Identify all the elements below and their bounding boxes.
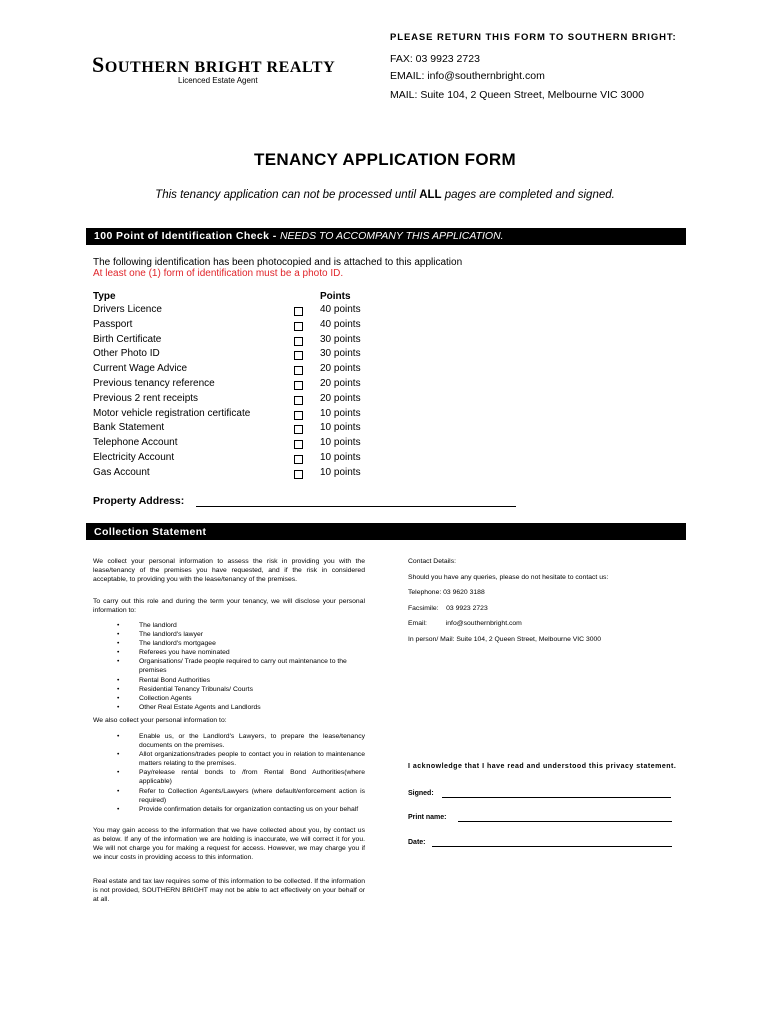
id-points-value: 10 points: [320, 467, 361, 478]
id-type-label: Telephone Account: [93, 437, 178, 448]
identification-section-bar: [86, 228, 686, 245]
id-type-label: Other Photo ID: [93, 348, 160, 359]
id-points-value: 10 points: [320, 408, 361, 419]
id-checkbox[interactable]: [294, 366, 303, 375]
contact-email: Email: info@southernbright.com: [408, 620, 522, 627]
id-type-label: Drivers Licence: [93, 304, 162, 315]
id-type-label: Previous 2 rent receipts: [93, 393, 199, 404]
id-checkbox[interactable]: [294, 455, 303, 464]
list-item: • Pay/release rental bonds to /from Rental Bond Authorities(where applicable): [93, 768, 365, 786]
points-column-header: Points: [320, 291, 351, 302]
id-points-value: 10 points: [320, 437, 361, 448]
contact-in-person: In person/ Mail: Suite 104, 2 Queen Street, Melbourne VIC 3000: [408, 636, 602, 643]
list-item: • Organisations/ Trade people required to carry out maintenance to the premises: [93, 657, 365, 675]
id-checkbox[interactable]: [294, 470, 303, 479]
property-address-field[interactable]: [196, 506, 516, 507]
purpose-intro: We also collect your personal information to:: [93, 717, 227, 724]
id-checkbox[interactable]: [294, 411, 303, 420]
company-name-rest: OUTHERN BRIGHT REALTY: [104, 59, 336, 76]
signed-label: Signed:: [408, 790, 434, 797]
list-item: • Refer to Collection Agents/Lawyers (where default/enforcement action is required): [93, 787, 365, 805]
company-name: [92, 52, 335, 78]
list-item: • Other Real Estate Agents and Landlords: [93, 703, 365, 712]
list-item: • Residential Tenancy Tribunals/ Courts: [93, 685, 365, 694]
collection-bar-title: Collection Statement: [94, 526, 207, 538]
id-type-label: Current Wage Advice: [93, 363, 188, 374]
id-checkbox[interactable]: [294, 351, 303, 360]
id-points-value: 40 points: [320, 319, 361, 330]
list-item: • Collection Agents: [93, 694, 365, 703]
id-checkbox[interactable]: [294, 396, 303, 405]
list-item: • Enable us, or the Landlord's Lawyers, to prepare the lease/tenancy documents on the premises.: [93, 732, 365, 750]
company-initial: S: [92, 52, 105, 77]
list-item: • Allot organizations/trades people to contact you in relation to maintenance matters relating to the premises.: [93, 750, 365, 768]
id-checkbox[interactable]: [294, 337, 303, 346]
fax-line: FAX: 03 9923 2723: [390, 53, 480, 65]
id-points-value: 10 points: [320, 452, 361, 463]
subtitle-part: This tenancy application can not be processed until: [155, 189, 420, 201]
id-points-value: 40 points: [320, 304, 361, 315]
email-line: EMAIL: info@southernbright.com: [390, 70, 545, 82]
property-address-label: Property Address:: [93, 495, 185, 507]
list-item: • Provide confirmation details for organization contacting us on your behalf: [93, 805, 365, 814]
contact-queries: Should you have any queries, please do not hesitate to contact us:: [408, 574, 609, 581]
id-type-label: Passport: [93, 319, 133, 330]
id-checkbox[interactable]: [294, 381, 303, 390]
subtitle-emphasis: ALL: [419, 189, 442, 201]
law-paragraph: Real estate and tax law requires some of this information to be collected. If the information is not provided, SOUTHERN BRIGHT may not be able to act effectively on your behalf or at all.: [93, 878, 365, 904]
identification-bar-note: NEEDS TO ACCOMPANY THIS APPLICATION.: [279, 230, 504, 242]
identification-intro: The following identification has been photocopied and is attached to this application: [93, 257, 463, 268]
acknowledgement-statement: I acknowledge that I have read and understood this privacy statement.: [408, 763, 677, 770]
collection-section-bar: [86, 523, 686, 540]
list-item: • The landlord: [93, 621, 365, 630]
identification-bar-text: [94, 230, 504, 242]
contact-heading: Contact Details:: [408, 558, 456, 565]
list-item: • Referees you have nominated: [93, 648, 365, 657]
id-points-value: 30 points: [320, 348, 361, 359]
date-field[interactable]: [432, 846, 672, 847]
id-type-label: Previous tenancy reference: [93, 378, 215, 389]
id-type-label: Bank Statement: [93, 422, 165, 433]
type-column-header: Type: [93, 291, 116, 302]
form-subtitle: [0, 189, 770, 201]
purpose-list: [93, 732, 365, 814]
print-name-label: Print name:: [408, 814, 447, 821]
company-subtitle: Licenced Estate Agent: [178, 76, 258, 85]
id-type-label: Electricity Account: [93, 452, 175, 463]
id-checkbox[interactable]: [294, 307, 303, 316]
id-type-label: Birth Certificate: [93, 334, 162, 345]
access-paragraph: You may gain access to the information that we have collected about you, by contact us as below. If any of the information we are holding is inaccurate, we will correct it for you. We will not charge you for making a request for access. However, we may charge you if we incur costs in providing access to this information.: [93, 827, 365, 862]
disclosure-list: [93, 621, 365, 712]
disclosure-intro: To carry out this role and during the term your tenancy, we will disclose your personal information to:: [93, 598, 365, 615]
identification-bar-title: 100 Point of Identification Check -: [94, 230, 280, 242]
id-checkbox[interactable]: [294, 322, 303, 331]
id-points-value: 20 points: [320, 393, 361, 404]
return-heading: PLEASE RETURN THIS FORM TO SOUTHERN BRIGHT:: [390, 32, 677, 43]
photo-id-note: At least one (1) form of identification must be a photo ID.: [93, 268, 344, 279]
list-item: • The landlord's mortgagee: [93, 639, 365, 648]
date-label: Date:: [408, 839, 426, 846]
form-title: TENANCY APPLICATION FORM: [254, 150, 516, 169]
id-points-value: 10 points: [320, 422, 361, 433]
print-name-field[interactable]: [458, 821, 672, 822]
id-checkbox[interactable]: [294, 425, 303, 434]
id-points-value: 20 points: [320, 363, 361, 374]
contact-telephone: Telephone: 03 9620 3188: [408, 589, 485, 596]
id-checkbox[interactable]: [294, 440, 303, 449]
collection-paragraph: We collect your personal information to assess the risk in providing you with the lease/tenancy of the premises you have requested, and if the risk in considered acceptable, to providing you with the lease/tenancy of the premises.: [93, 558, 365, 584]
list-item: • Rental Bond Authorities: [93, 676, 365, 685]
mail-line: MAIL: Suite 104, 2 Queen Street, Melbourne VIC 3000: [390, 89, 644, 101]
id-type-label: Motor vehicle registration certificate: [93, 408, 251, 419]
signed-field[interactable]: [442, 797, 671, 798]
subtitle-part: pages are completed and signed.: [441, 189, 615, 201]
list-item: • The landlord's lawyer: [93, 630, 365, 639]
id-points-value: 20 points: [320, 378, 361, 389]
id-points-value: 30 points: [320, 334, 361, 345]
id-type-label: Gas Account: [93, 467, 150, 478]
contact-facsimile: Facsimile: 03 9923 2723: [408, 605, 488, 612]
